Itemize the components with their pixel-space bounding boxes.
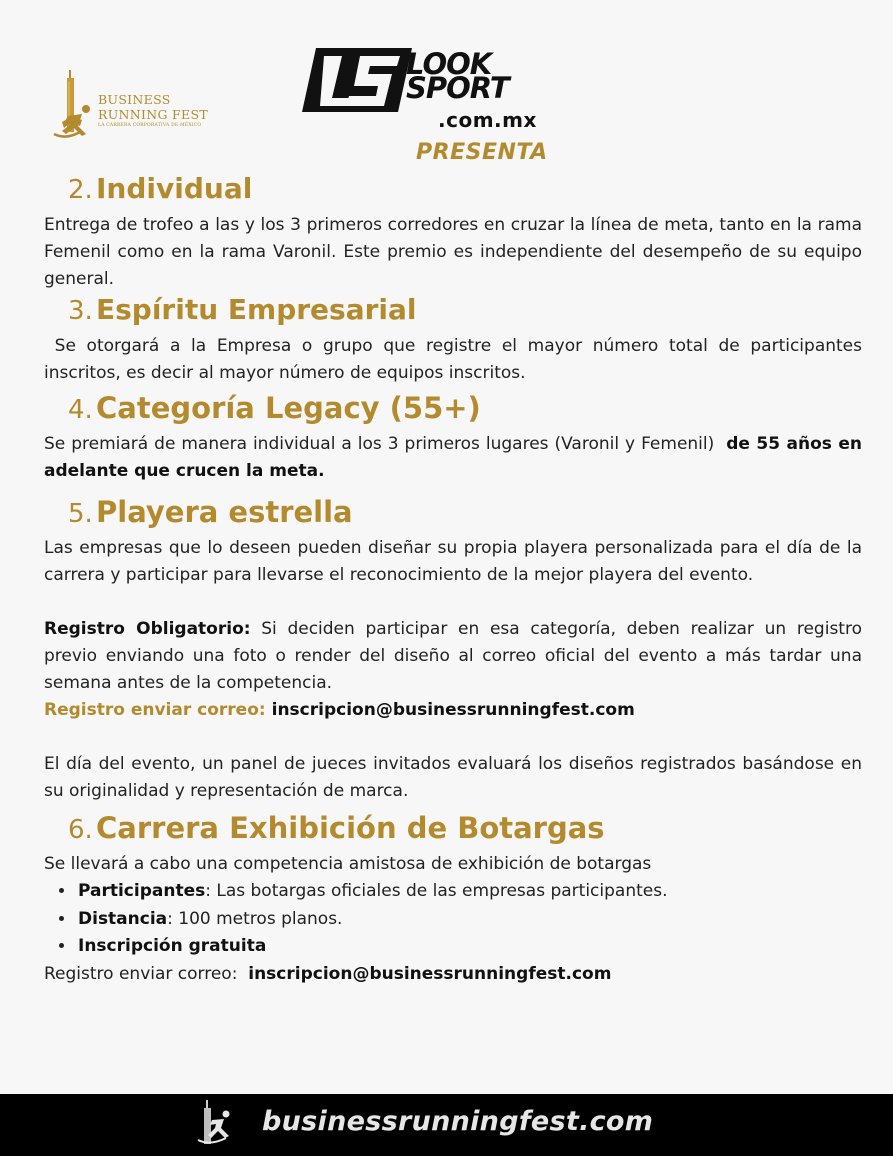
section-text-playera: Las empresas que lo deseen pueden diseñar su propia playera personalizada para el día de la carrera y participar para llevarse el reconocimiento de la mejor playera del evento. [44,538,862,585]
runner-swoosh-icon [52,104,96,140]
bullet-label: Inscripción gratuita [78,936,267,956]
look-sport-word2: SPORT [406,71,509,105]
business-running-fest-logo [50,70,220,140]
registro-obligatorio-label: Registro Obligatorio: [44,619,251,639]
section-number: 4. [68,395,93,425]
bullet-text: : Las botargas oficiales de las empresas participantes. [205,881,668,901]
bullet-label: Participantes [78,881,206,901]
botargas-correo-email[interactable]: inscripcion@businessrunningfest.com [248,963,612,984]
tower-runner-icon [196,1098,236,1146]
section-text-espiritu: Se otorgará a la Empresa o grupo que registre el mayor número total de participantes inscritos, es decir al mayor número de equipos inscritos. [44,336,868,383]
look-sport-word1: LOOK [406,47,492,81]
section-number: 5. [68,499,93,529]
section-number: 3. [68,296,93,326]
section-title: Playera estrella [96,495,353,529]
look-sport-domain: .com.mx [438,108,537,132]
section-heading-playera [44,495,862,535]
legacy-text: Se premiará de manera individual a los 3 primeros lugares (Varonil y Femenil) [44,434,727,454]
botargas-intro: Se llevará a cabo una competencia amistosa de exhibición de botargas [44,854,652,874]
list-item [76,906,862,934]
section-number: 2. [68,175,93,205]
footer-url[interactable]: businessrunningfest.com [262,1106,654,1137]
section-heading-espiritu [44,293,862,333]
header [0,0,893,170]
bullet-text: : 100 metros planos. [167,908,343,929]
ls-badge-icon [302,48,412,112]
botargas-correo-line [44,961,862,988]
section-heading-botargas [44,811,862,851]
legacy-text-bold: de 55 años en adelante que crucen la meta. [44,434,862,481]
brf-logo-tagline: LA CARRERA CORPORATIVA DE MÉXICO [98,123,202,128]
look-sport-logo [302,46,547,136]
brf-logo-line2: RUNNING FEST [98,107,208,122]
section-title: Espíritu Empresarial [96,293,417,326]
section-text-individual: Entrega de trofeo a las y los 3 primeros corredores en cruzar la línea de meta, tanto en la rama Femenil como en la rama Varonil. Este premio es independiente del desempeño de su equipo general. [44,215,862,289]
evento-paragraph: El día del evento, un panel de jueces invitados evaluará los diseños registrados basándose en su originalidad y representación de marca. [44,754,862,801]
section-text-legacy [44,431,862,485]
footer [0,1094,893,1156]
registro-obligatorio-text: Si deciden participar en esa categoría, deben realizar un registro previo enviando una foto o render del diseño al correo oficial del evento a más tardar una semana antes de la competencia. [44,619,862,693]
playera-correo-line [44,697,862,724]
list-item [76,933,862,961]
botargas-correo-label: Registro enviar correo: [44,963,249,984]
brf-logo-line1: BUSINESS [98,92,171,107]
playera-correo-email[interactable]: inscripcion@businessrunningfest.com [265,700,635,720]
botargas-list [44,878,862,961]
registro-obligatorio-paragraph [44,616,862,697]
section-number: 6. [68,815,93,845]
section-title: Individual [96,172,253,205]
section-heading-individual [44,172,862,212]
bullet-label: Distancia [78,908,168,929]
playera-correo-label: Registro enviar correo: [44,700,266,720]
list-item [76,878,862,906]
section-heading-legacy [44,391,862,431]
document-content [44,172,868,988]
presenta-label: PRESENTA [416,140,548,165]
section-title: Categoría Legacy (55+) [96,391,481,425]
section-title: Carrera Exhibición de Botargas [96,811,605,845]
